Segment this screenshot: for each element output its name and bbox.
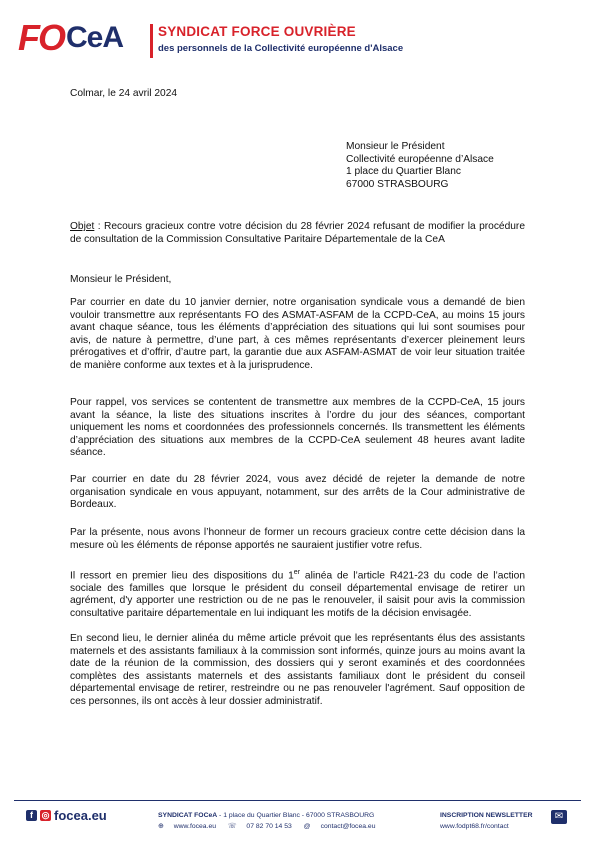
mail-icon[interactable]: ✉ bbox=[551, 810, 567, 824]
newsletter-url[interactable]: www.fodpt68.fr/contact bbox=[440, 823, 509, 830]
paragraph-4: Par la présente, nous avons l’honneur de former un recours gracieux contre cette décision dans la mesure où les éléments de réponse apportés ne sauraient justifier votre refus. bbox=[70, 527, 525, 551]
footer-syndicat: SYNDICAT FOCeA bbox=[158, 812, 218, 819]
paragraph-3: Par courrier en date du 28 février 2024, vous avez décidé de rejeter la demande de notre organisation syndicale en vous appuyant, notamment, sur des arrêts de la Cour administrative de Bordeaux. bbox=[70, 474, 525, 510]
union-title: SYNDICAT FORCE OUVRIÈRE bbox=[158, 24, 356, 39]
address-line: 67000 STRASBOURG bbox=[346, 178, 449, 190]
paragraph-2: Pour rappel, vos services se contentent de transmettre aux membres de la CCPD-CeA, 15 jours avant la séance, la liste des situations inscrites à l’ordre du jour des séances, comportant uniquement les noms et coordonnées des professionnels concernés. Ils transmettent les éléments d’appréciation des situations aux membres de la CCPD-CeA seulement 48 heures avant ladite séance. bbox=[70, 397, 525, 458]
address-line: Collectivité européenne d’Alsace bbox=[346, 153, 494, 165]
instagram-icon[interactable]: ◎ bbox=[41, 810, 50, 820]
facebook-icon[interactable]: f bbox=[26, 810, 37, 821]
footer-phone[interactable]: 07 82 70 14 53 bbox=[246, 823, 292, 830]
newsletter[interactable] bbox=[440, 810, 533, 832]
logo-fo: FO bbox=[18, 17, 64, 58]
paragraph-5: Il ressort en premier lieu des dispositions du 1er alinéa de l’article R421-23 du code de l’action sociale des familles que lorsque le président du conseil départemental envisage de retirer un agrément, d'y apporter une restriction ou de ne pas le renouveler, il saisit pour avis la commission consultative paritaire départementale en lui indiquant les motifs de la décision envisagée. bbox=[70, 569, 525, 619]
footer-contact bbox=[158, 810, 385, 832]
letter-subject bbox=[70, 221, 525, 246]
union-subtitle: des personnels de la Collectivité européenne d'Alsace bbox=[158, 43, 404, 54]
letter-date: Colmar, le 24 avril 2024 bbox=[70, 88, 178, 99]
phone-icon: ☏ bbox=[227, 823, 237, 830]
address-line: Monsieur le Président bbox=[346, 141, 445, 152]
footer-web[interactable]: www.focea.eu bbox=[173, 823, 217, 830]
newsletter-title: INSCRIPTION NEWSLETTER bbox=[440, 812, 533, 819]
footer-email[interactable]: contact@focea.eu bbox=[320, 823, 376, 830]
logo-divider bbox=[150, 24, 153, 58]
address-line: 1 place du Quartier Blanc bbox=[346, 166, 461, 177]
social-handle[interactable]: focea.eu bbox=[54, 808, 107, 823]
letterhead bbox=[18, 16, 578, 68]
subject-label: Objet bbox=[70, 221, 95, 232]
salutation: Monsieur le Président, bbox=[70, 274, 172, 285]
globe-icon: ⊕ bbox=[158, 823, 164, 830]
subject-text: : Recours gracieux contre votre décision du 28 février 2024 refusant de modifier la procédure de consultation de la Commission Consultative Paritaire Départementale de la CeA bbox=[70, 221, 525, 245]
paragraph-6: En second lieu, le dernier alinéa du même article prévoit que les représentants élus des assistants maternels et des assistants familiaux à la commission sont informés, quinze jours au moins avant la date de la réunion de la commission, des dossiers qui y seront examinés et des coordonnées complètes des assistants maternels et des assistants familiaux dont le président du conseil départemental envisage de retirer, restreindre ou ne pas renouveler l'agrément. Sauf opposition de ces personnes, ils ont accès à leur dossier administratif. bbox=[70, 633, 525, 707]
recipient-address bbox=[346, 141, 494, 191]
footer-divider bbox=[14, 800, 581, 801]
paragraph-1: Par courrier en date du 10 janvier dernier, notre organisation syndicale vous a demandé de bien vouloir transmettre aux représentants FO des ASMAT-ASFAM de la CCPD-CeA, au moins 15 jours avant chaque séance, tous les éléments d’appréciation des situations qui lui sont soumises pour avis, de nature à permettre, d’une part, à ces mêmes représentants d’exercer pleinement leurs prérogatives et d’offrir, d’autre part, la garantie due aux ASFAM-ASMAT de voir leur situation traitée de manière conforme aux textes et à la jurisprudence. bbox=[70, 297, 525, 371]
logo-cea: CeA bbox=[66, 21, 124, 54]
footer-address: - 1 place du Quartier Blanc - 67000 STRASBOURG bbox=[217, 812, 375, 819]
footer-social[interactable] bbox=[26, 808, 107, 823]
at-icon: @ bbox=[303, 823, 311, 830]
